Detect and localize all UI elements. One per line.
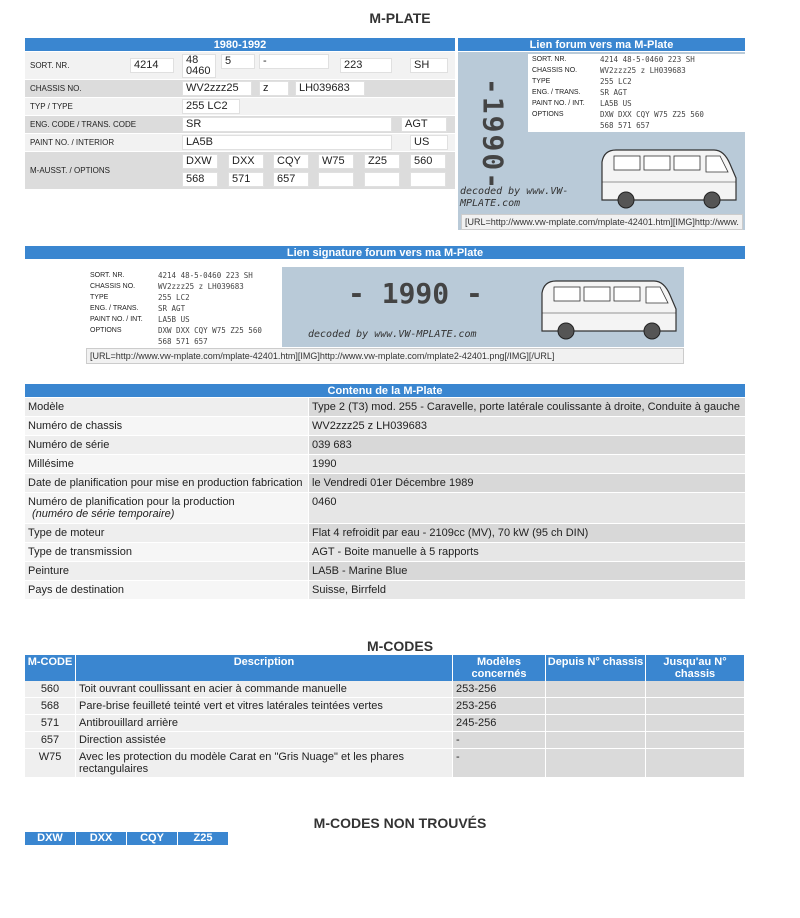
forum-header: Lien forum vers ma M-Plate — [458, 38, 745, 52]
signature-decoded: decoded by www.VW-MPLATE.com — [308, 329, 477, 340]
forum-mini-plate: SORT. NR. 4214 48-5-0460 223 SH CHASSIS NO. WV2zzz25 z LH039683 TYPE 255 LC2 ENG. / TRANS. SR AGT PAINT NO. / INT. LA5B US OPTIONS DXW DXX CQY W75 Z25 560 568 571 657 — [528, 54, 745, 132]
content-header: Contenu de la M-Plate — [25, 384, 745, 398]
mcode-cell: 568 — [25, 698, 76, 714]
plate-label: SORT. NR. — [30, 61, 70, 70]
plate-cell: Z25 — [364, 154, 400, 169]
column-header: Modèles concernés — [453, 655, 546, 681]
plate-cell: 560 — [410, 154, 446, 169]
table-row — [25, 493, 745, 524]
plate-cell: DXW — [182, 154, 218, 169]
signature-banner — [86, 267, 684, 347]
plate-cell: 5 — [221, 54, 255, 69]
plate-cell: 223 — [340, 58, 392, 73]
plate-cell: 255 LC2 — [182, 99, 240, 114]
content-value: 0460 — [308, 493, 745, 523]
models-cell: 253-256 — [453, 681, 546, 697]
table-row — [25, 715, 745, 732]
plate-cell: LA5B — [182, 135, 392, 150]
column-header: M-CODE — [25, 655, 76, 681]
table-row — [25, 562, 745, 581]
plate-cell: DXX — [228, 154, 264, 169]
content-value: 039 683 — [308, 436, 745, 454]
plate-cell: 48 0460 — [182, 54, 216, 78]
plate-cell: W75 — [318, 154, 354, 169]
plate-row-sort — [25, 52, 455, 80]
signature-url-field[interactable]: [URL=http://www.vw-mplate.com/mplate-42401.htm][IMG]http://www.vw-mplate.com/mplate2-42401.png[/IMG][/URL] — [86, 348, 684, 364]
plate-cell: SR — [182, 117, 392, 132]
forum-url-field[interactable]: [URL=http://www.vw-mplate.com/mplate-42401.htm][IMG]http://www. — [461, 214, 743, 230]
to-chassis-cell — [646, 732, 745, 748]
plate-label: M-AUSST. / OPTIONS — [30, 166, 111, 175]
signature-mini-plate: SORT. NR. 4214 48-5-0460 223 SH CHASSIS NO. WV2zzz25 z LH039683 TYPE 255 LC2 ENG. / TRANS. SR AGT PAINT NO. / INT. LA5B US OPTIONS DXW DXX CQY W75 Z25 560 568 571 657 — [86, 267, 282, 347]
description-cell: Avec les protection du modèle Carat en "Gris Nuage" et les phares rectangulaires — [76, 749, 453, 777]
table-row — [25, 436, 745, 455]
table-row — [25, 524, 745, 543]
notfound-code: DXW — [25, 832, 75, 845]
table-row — [25, 732, 745, 749]
description-cell: Direction assistée — [76, 732, 453, 748]
plate-cell: AGT — [401, 117, 447, 132]
year-text: -1990- — [476, 77, 510, 192]
notfound-title: M-CODES NON TROUVÉS — [313, 815, 487, 831]
plate-row-type — [25, 98, 455, 116]
mcodes-title: M-CODES — [366, 638, 434, 654]
mcode-cell: 560 — [25, 681, 76, 697]
plate-cell: 4214 — [130, 58, 174, 73]
table-row — [25, 681, 745, 698]
plate-cell: US — [410, 135, 448, 150]
from-chassis-cell — [546, 698, 646, 714]
content-value: LA5B - Marine Blue — [308, 562, 745, 580]
column-header: Description — [76, 655, 453, 681]
plate-row-chassis — [25, 80, 455, 98]
plate-label: TYP / TYPE — [30, 102, 73, 111]
page-title: M-PLATE — [369, 10, 431, 26]
mcode-cell: 571 — [25, 715, 76, 731]
notfound-code: Z25 — [178, 832, 228, 845]
content-table — [25, 384, 745, 600]
plate-cell: 568 — [182, 172, 218, 187]
content-key: Peinture — [25, 562, 308, 580]
signature-section — [25, 246, 745, 260]
description-cell: Toit ouvrant coullissant en acier à commande manuelle — [76, 681, 453, 697]
description-cell: Pare-brise feuilleté teinté vert et vitres latérales teintées vertes — [76, 698, 453, 714]
plate-cell — [318, 172, 354, 187]
content-key: Modèle — [25, 398, 308, 416]
notfound-code: DXX — [76, 832, 126, 845]
mcodes-header-row — [25, 655, 745, 681]
plate-label: PAINT NO. / INTERIOR — [30, 138, 115, 147]
table-row — [25, 474, 745, 493]
column-header: Jusqu'au N° chassis — [646, 655, 745, 681]
column-header: Depuis N° chassis — [546, 655, 646, 681]
table-row — [25, 698, 745, 715]
content-value: 1990 — [308, 455, 745, 473]
content-value: le Vendredi 01er Décembre 1989 — [308, 474, 745, 492]
plate-cell — [364, 172, 400, 187]
content-key: Numéro de série — [25, 436, 308, 454]
content-value: WV2zzz25 z LH039683 — [308, 417, 745, 435]
content-key: Type de moteur — [25, 524, 308, 542]
van-icon — [536, 273, 681, 345]
mcode-cell: 657 — [25, 732, 76, 748]
table-row — [25, 398, 745, 417]
content-key: Date de planification pour mise en production fabrication — [25, 474, 308, 492]
to-chassis-cell — [646, 749, 745, 777]
plate-cell: 571 — [228, 172, 264, 187]
plate-row-eng — [25, 116, 455, 134]
plate-label: ENG. CODE / TRANS. CODE — [30, 120, 137, 129]
forum-link-panel — [458, 38, 745, 230]
content-key — [25, 493, 308, 523]
plate-table — [25, 38, 455, 190]
table-row — [25, 749, 745, 778]
plate-row-paint — [25, 134, 455, 152]
signature-year: - 1990 - — [348, 277, 483, 310]
content-key: Numéro de chassis — [25, 417, 308, 435]
decoded-by-text: decoded by www.VW-MPLATE.com — [460, 186, 569, 209]
mcode-cell: W75 — [25, 749, 76, 777]
content-value: AGT - Boite manuelle à 5 rapports — [308, 543, 745, 561]
to-chassis-cell — [646, 681, 745, 697]
table-row — [25, 417, 745, 436]
from-chassis-cell — [546, 749, 646, 777]
plate-cell: LH039683 — [295, 81, 365, 96]
content-value: Suisse, Birrfeld — [308, 581, 745, 599]
content-key-note: (numéro de série temporaire) — [32, 508, 175, 520]
table-row — [25, 581, 745, 600]
signature-header: Lien signature forum vers ma M-Plate — [25, 246, 745, 260]
content-key: Pays de destination — [25, 581, 308, 599]
notfound-code: CQY — [127, 832, 177, 845]
plate-label: CHASSIS NO. — [30, 84, 82, 93]
models-cell: 245-256 — [453, 715, 546, 731]
content-value: Type 2 (T3) mod. 255 - Caravelle, porte latérale coulissante à droite, Conduite à gauche — [308, 398, 745, 416]
plate-cell: WV2zzz25 — [182, 81, 252, 96]
models-cell: - — [453, 732, 546, 748]
plate-header: 1980-1992 — [25, 38, 455, 52]
table-row — [25, 543, 745, 562]
from-chassis-cell — [546, 681, 646, 697]
content-key: Type de transmission — [25, 543, 308, 561]
plate-cell: - — [259, 54, 329, 69]
from-chassis-cell — [546, 715, 646, 731]
content-key-main: Numéro de planification pour la production — [28, 496, 235, 508]
plate-cell — [410, 172, 446, 187]
from-chassis-cell — [546, 732, 646, 748]
models-cell: 253-256 — [453, 698, 546, 714]
content-value: Flat 4 refroidit par eau - 2109cc (MV), 70 kW (95 ch DIN) — [308, 524, 745, 542]
plate-cell: CQY — [273, 154, 309, 169]
plate-cell: 657 — [273, 172, 309, 187]
table-row — [25, 455, 745, 474]
models-cell: - — [453, 749, 546, 777]
to-chassis-cell — [646, 715, 745, 731]
plate-row-options — [25, 152, 455, 190]
plate-cell: SH — [410, 58, 448, 73]
content-key: Millésime — [25, 455, 308, 473]
to-chassis-cell — [646, 698, 745, 714]
mcodes-table — [25, 655, 745, 778]
van-icon — [596, 142, 741, 214]
description-cell: Antibrouillard arrière — [76, 715, 453, 731]
plate-cell: z — [259, 81, 289, 96]
